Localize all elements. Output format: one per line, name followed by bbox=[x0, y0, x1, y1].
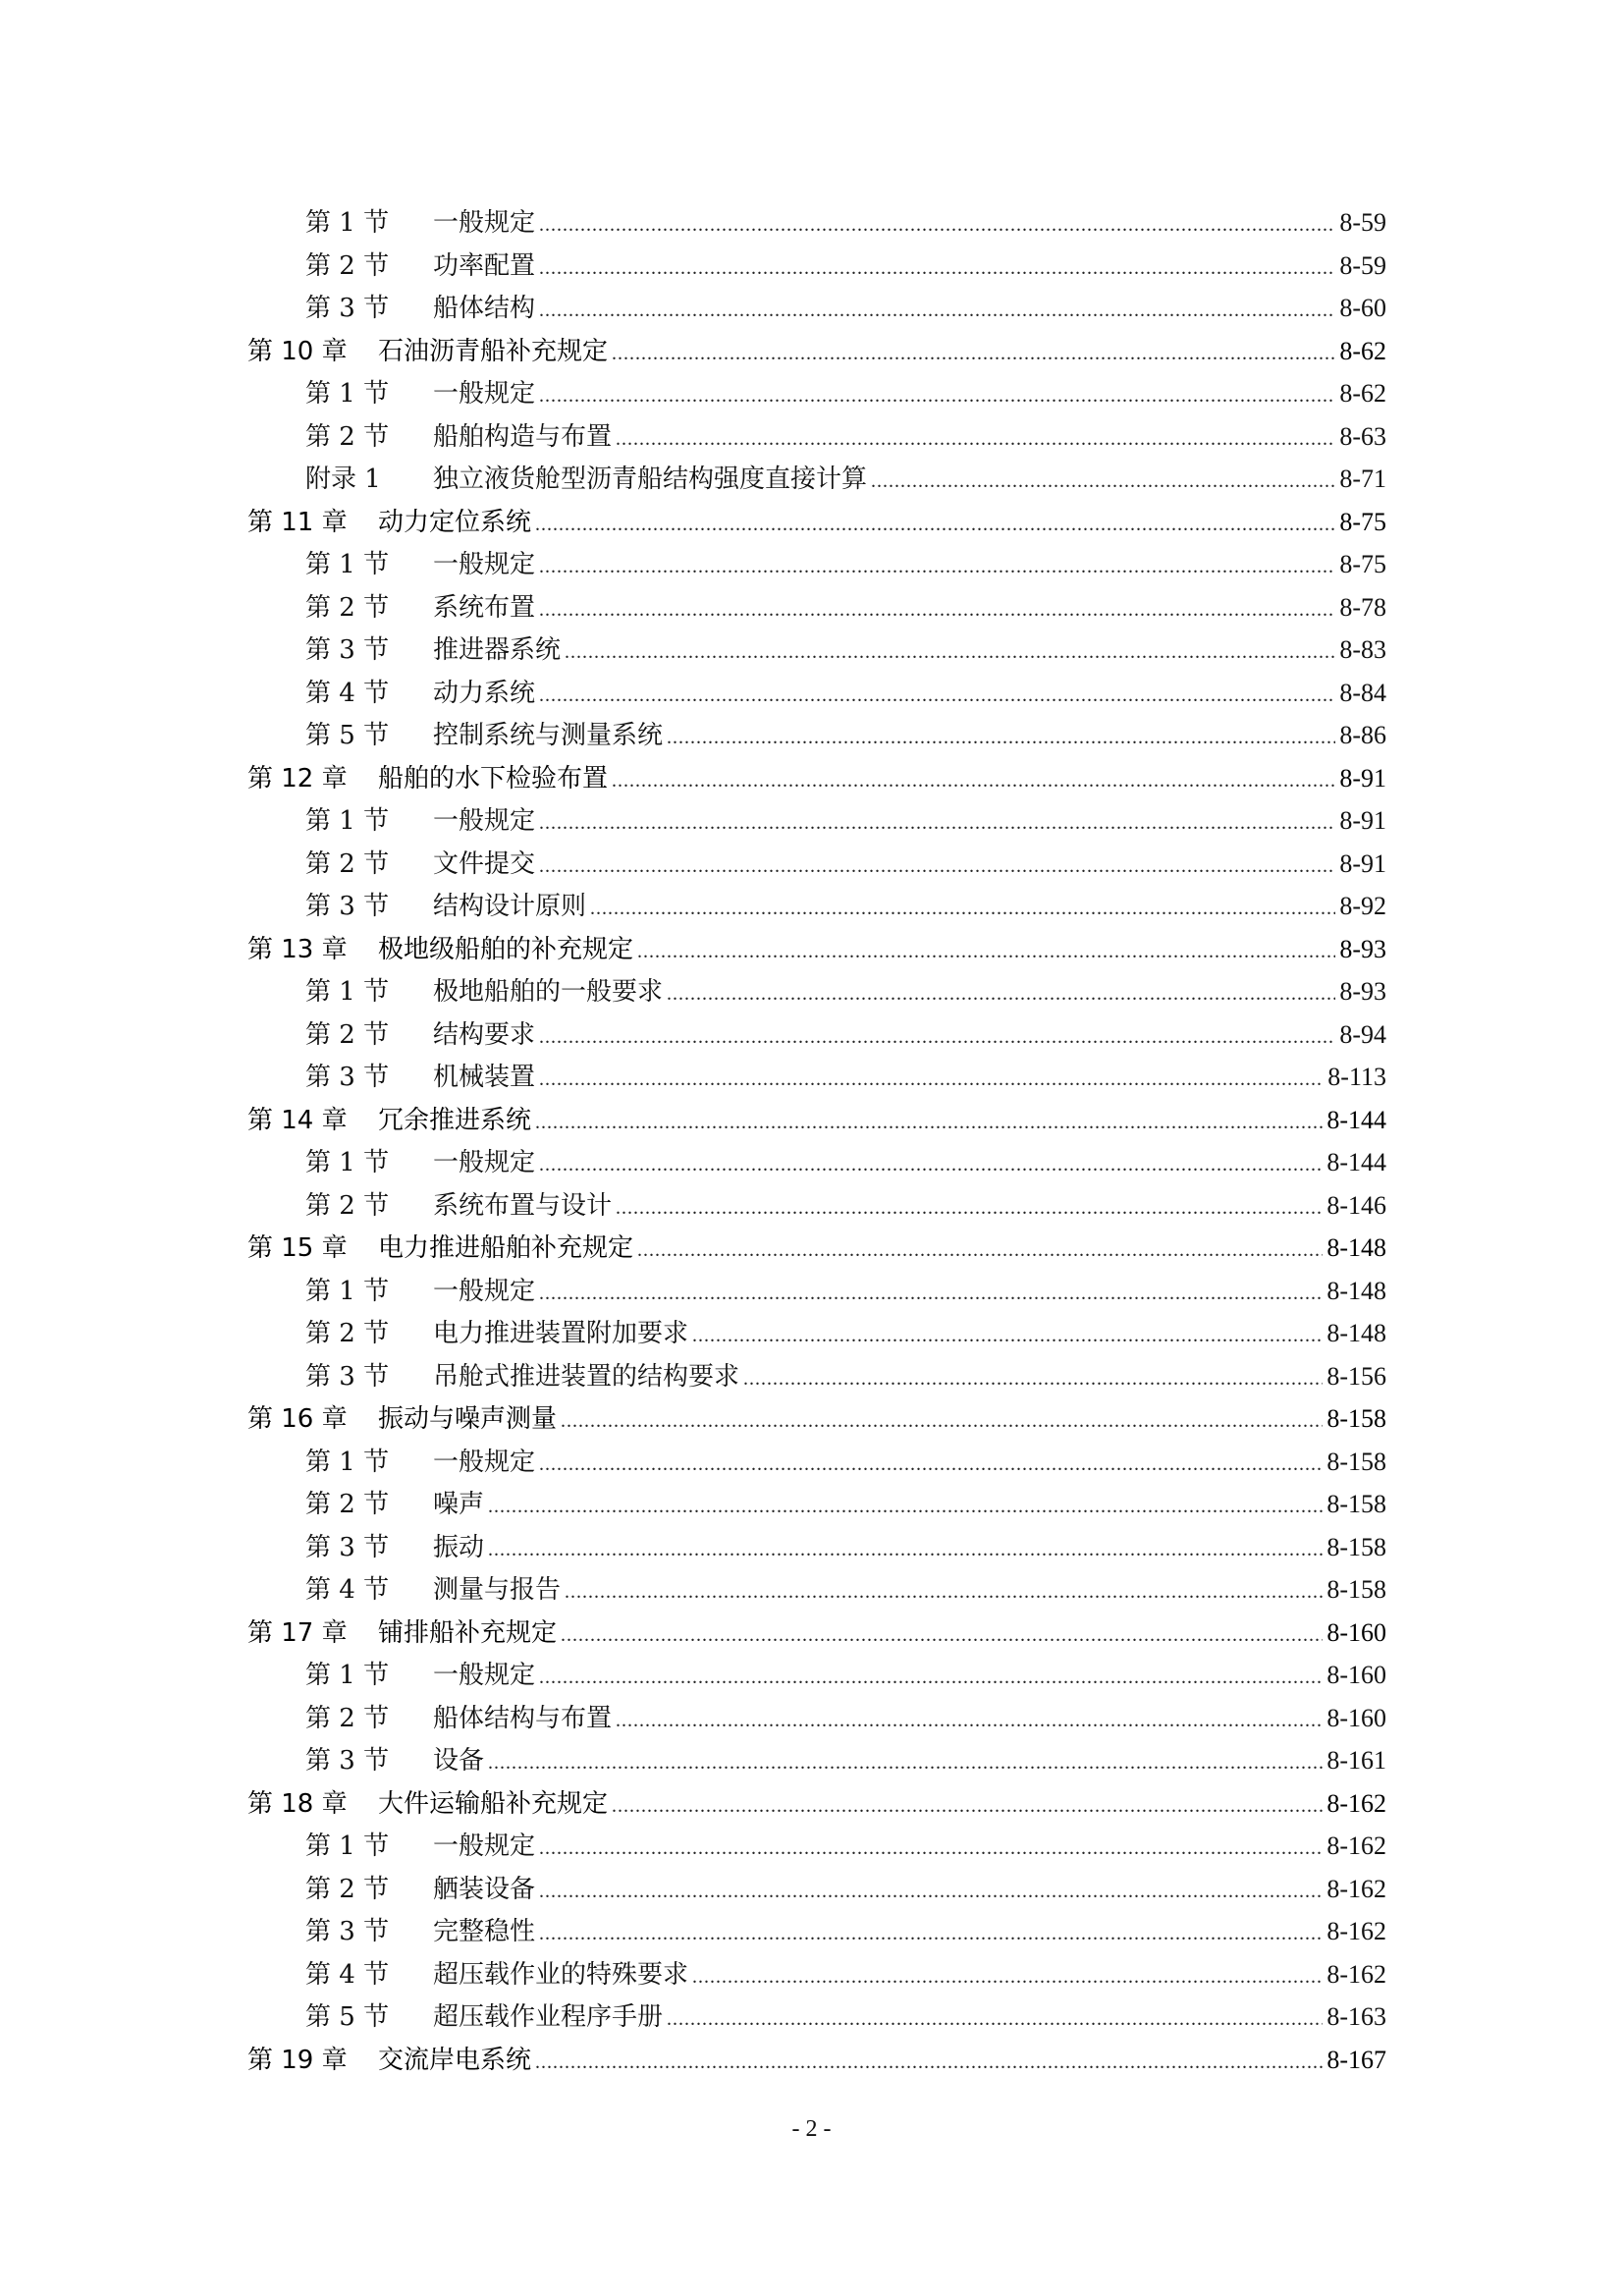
toc-entry-title: 振动 bbox=[433, 1532, 485, 1562]
toc-entry-title: 动力系统 bbox=[433, 678, 536, 708]
toc-entry-title: 船舶的水下检验布置 bbox=[378, 763, 609, 793]
toc-chapter-entry[interactable] bbox=[247, 1099, 1386, 1142]
toc-entry-page: 8-144 bbox=[1326, 1105, 1386, 1134]
toc-entry-title: 控制系统与测量系统 bbox=[433, 721, 664, 750]
dot-leader bbox=[561, 1400, 1323, 1444]
toc-entry-page: 8-75 bbox=[1339, 507, 1386, 536]
toc-chapter-entry[interactable] bbox=[247, 1612, 1386, 1655]
toc-chapter-entry[interactable] bbox=[247, 2039, 1386, 2082]
dot-leader bbox=[561, 1614, 1323, 1658]
toc-section-entry[interactable] bbox=[247, 245, 1386, 288]
toc-entry-number: 第 2 节 bbox=[305, 250, 390, 281]
toc-entry-title: 舾装设备 bbox=[433, 1874, 536, 1904]
toc-entry-page: 8-160 bbox=[1326, 1661, 1386, 1689]
toc-entry-title: 一般规定 bbox=[433, 1276, 536, 1306]
toc-entry-number: 第 1 节 bbox=[305, 1276, 390, 1306]
toc-entry-page: 8-162 bbox=[1326, 1917, 1386, 1945]
toc-entry-page: 8-162 bbox=[1326, 1788, 1386, 1818]
toc-entry-title: 振动与噪声测量 bbox=[378, 1404, 558, 1434]
dot-leader bbox=[692, 1315, 1323, 1358]
toc-section-entry[interactable] bbox=[247, 1910, 1386, 1953]
toc-section-entry[interactable] bbox=[247, 1953, 1386, 1996]
toc-section-entry[interactable] bbox=[247, 885, 1386, 928]
toc-entry-number: 第 1 节 bbox=[305, 550, 390, 579]
toc-entry-title: 推进器系统 bbox=[433, 635, 562, 665]
dot-leader bbox=[488, 1486, 1323, 1529]
toc-entry-number: 第 11 章 bbox=[247, 507, 348, 537]
toc-section-entry[interactable] bbox=[247, 1270, 1386, 1313]
dot-leader bbox=[539, 247, 1335, 291]
toc-entry-number: 第 5 节 bbox=[305, 721, 390, 750]
dot-leader bbox=[616, 1187, 1323, 1230]
toc-entry-number: 附录 1 bbox=[305, 465, 381, 494]
toc-entry-number: 第 1 节 bbox=[305, 1148, 390, 1177]
toc-entry-page: 8-91 bbox=[1339, 763, 1386, 793]
toc-entry-title: 系统布置 bbox=[433, 592, 536, 623]
dot-leader bbox=[535, 2042, 1323, 2085]
toc-entry-page: 8-148 bbox=[1326, 1233, 1386, 1262]
toc-entry-title: 一般规定 bbox=[433, 550, 536, 579]
toc-entry-number: 第 12 章 bbox=[247, 763, 348, 793]
dot-leader bbox=[488, 1529, 1323, 1572]
toc-entry-page: 8-62 bbox=[1339, 336, 1386, 365]
toc-section-entry[interactable] bbox=[247, 1355, 1386, 1398]
toc-section-entry[interactable] bbox=[247, 287, 1386, 330]
dot-leader bbox=[667, 973, 1335, 1016]
dot-leader bbox=[565, 1571, 1323, 1614]
toc-section-entry[interactable] bbox=[247, 1013, 1386, 1057]
dot-leader bbox=[539, 1016, 1335, 1060]
toc-entry-title: 极地级船舶的补充规定 bbox=[378, 934, 634, 964]
dot-leader bbox=[539, 846, 1335, 889]
dot-leader bbox=[539, 1657, 1323, 1700]
dot-leader bbox=[535, 1102, 1323, 1145]
dot-leader bbox=[871, 461, 1335, 504]
toc-entry-page: 8-60 bbox=[1339, 294, 1386, 322]
toc-entry-title: 文件提交 bbox=[433, 848, 536, 879]
dot-leader bbox=[616, 418, 1335, 462]
toc-entry-page: 8-91 bbox=[1339, 806, 1386, 835]
toc-entry-number: 第 4 节 bbox=[305, 1575, 390, 1605]
toc-entry-page: 8-59 bbox=[1339, 208, 1386, 237]
toc-entry-page: 8-94 bbox=[1339, 1019, 1386, 1049]
toc-entry-page: 8-160 bbox=[1326, 1703, 1386, 1732]
toc-entry-title: 机械装置 bbox=[433, 1063, 536, 1092]
toc-entry-page: 8-148 bbox=[1326, 1319, 1386, 1347]
dot-leader bbox=[539, 375, 1335, 418]
toc-entry-number: 第 2 节 bbox=[305, 848, 390, 879]
toc-entry-number: 第 4 节 bbox=[305, 1959, 390, 1990]
toc-entry-number: 第 1 节 bbox=[305, 208, 390, 238]
toc-entry-title: 船舶构造与布置 bbox=[433, 421, 613, 452]
toc-entry-page: 8-163 bbox=[1326, 2002, 1386, 2031]
toc-section-entry[interactable] bbox=[247, 629, 1386, 672]
toc-entry-number: 第 15 章 bbox=[247, 1233, 348, 1263]
toc-entry-number: 第 3 节 bbox=[305, 1063, 390, 1092]
toc-entry-number: 第 2 节 bbox=[305, 1490, 390, 1519]
toc-section-entry[interactable] bbox=[247, 1056, 1386, 1099]
toc-section-entry[interactable] bbox=[247, 1441, 1386, 1484]
toc-entry-number: 第 5 节 bbox=[305, 2002, 390, 2032]
dot-leader bbox=[612, 333, 1335, 376]
toc-chapter-entry[interactable] bbox=[247, 757, 1386, 800]
toc-entry-page: 8-91 bbox=[1339, 848, 1386, 878]
toc-entry-page: 8-93 bbox=[1339, 977, 1386, 1006]
toc-entry-page: 8-75 bbox=[1339, 550, 1386, 578]
dot-leader bbox=[539, 1273, 1323, 1316]
toc-entry-title: 一般规定 bbox=[433, 379, 536, 409]
dot-leader bbox=[539, 1444, 1323, 1487]
toc-entry-title: 超压载作业程序手册 bbox=[433, 2002, 664, 2032]
toc-entry-title: 大件运输船补充规定 bbox=[378, 1788, 609, 1819]
toc-section-entry[interactable] bbox=[247, 1312, 1386, 1355]
toc-section-entry[interactable] bbox=[247, 1654, 1386, 1697]
dot-leader bbox=[692, 1956, 1323, 1999]
toc-entry-number: 第 19 章 bbox=[247, 2045, 348, 2075]
toc-entry-title: 一般规定 bbox=[433, 208, 536, 238]
toc-section-entry[interactable] bbox=[247, 1739, 1386, 1782]
toc-section-entry[interactable] bbox=[247, 586, 1386, 629]
dot-leader bbox=[539, 1913, 1323, 1956]
toc-entry-number: 第 3 节 bbox=[305, 892, 390, 921]
toc-entry-page: 8-158 bbox=[1326, 1404, 1386, 1433]
toc-entry-page: 8-156 bbox=[1326, 1361, 1386, 1391]
dot-leader bbox=[539, 204, 1335, 247]
toc-entry-page: 8-113 bbox=[1327, 1063, 1386, 1091]
toc-entry-number: 第 1 节 bbox=[305, 1831, 390, 1861]
toc-entry-title: 船体结构 bbox=[433, 294, 536, 323]
toc-entry-page: 8-167 bbox=[1326, 2045, 1386, 2074]
toc-entry-page: 8-59 bbox=[1339, 250, 1386, 280]
toc-section-entry[interactable] bbox=[247, 372, 1386, 415]
dot-leader bbox=[535, 504, 1335, 547]
toc-entry-title: 功率配置 bbox=[433, 250, 536, 281]
dot-leader bbox=[539, 1144, 1323, 1187]
toc-entry-title: 超压载作业的特殊要求 bbox=[433, 1959, 689, 1990]
toc-entry-title: 结构要求 bbox=[433, 1019, 536, 1050]
toc-chapter-entry[interactable] bbox=[247, 1782, 1386, 1826]
toc-section-entry[interactable] bbox=[247, 1568, 1386, 1612]
toc-section-entry[interactable] bbox=[247, 1995, 1386, 2039]
toc-entry-page: 8-86 bbox=[1339, 721, 1386, 749]
dot-leader bbox=[637, 1230, 1323, 1273]
toc-entry-title: 石油沥青船补充规定 bbox=[378, 336, 609, 366]
toc-entry-page: 8-84 bbox=[1339, 678, 1386, 707]
toc-entry-number: 第 3 节 bbox=[305, 1361, 390, 1392]
toc-entry-title: 吊舱式推进装置的结构要求 bbox=[433, 1361, 740, 1392]
toc-section-entry[interactable] bbox=[247, 1141, 1386, 1184]
toc-entry-number: 第 2 节 bbox=[305, 1319, 390, 1348]
dot-leader bbox=[539, 290, 1335, 333]
toc-entry-number: 第 18 章 bbox=[247, 1788, 348, 1819]
toc-chapter-entry[interactable] bbox=[247, 928, 1386, 971]
toc-entry-page: 8-83 bbox=[1339, 635, 1386, 664]
dot-leader bbox=[590, 888, 1335, 931]
toc-entry-number: 第 1 节 bbox=[305, 977, 390, 1007]
toc-entry-title: 一般规定 bbox=[433, 806, 536, 836]
toc-section-entry[interactable] bbox=[247, 1697, 1386, 1740]
toc-entry-title: 铺排船补充规定 bbox=[378, 1617, 558, 1648]
toc-entry-number: 第 1 节 bbox=[305, 1447, 390, 1477]
toc-entry-title: 系统布置与设计 bbox=[433, 1190, 613, 1221]
toc-entry-number: 第 2 节 bbox=[305, 1019, 390, 1050]
toc-entry-number: 第 1 节 bbox=[305, 379, 390, 409]
toc-entry-number: 第 16 章 bbox=[247, 1404, 348, 1434]
dot-leader bbox=[667, 1998, 1323, 2042]
toc-chapter-entry[interactable] bbox=[247, 1227, 1386, 1270]
toc-entry-page: 8-146 bbox=[1326, 1190, 1386, 1220]
toc-entry-title: 独立液货舱型沥青船结构强度直接计算 bbox=[433, 465, 868, 494]
toc-section-entry[interactable] bbox=[247, 672, 1386, 715]
dot-leader bbox=[565, 631, 1335, 675]
toc-entry-title: 冗余推进系统 bbox=[378, 1105, 532, 1135]
toc-entry-page: 8-161 bbox=[1326, 1746, 1386, 1775]
toc-entry-title: 一般规定 bbox=[433, 1447, 536, 1477]
toc-entry-number: 第 17 章 bbox=[247, 1617, 348, 1648]
toc-entry-page: 8-160 bbox=[1326, 1617, 1386, 1647]
dot-leader bbox=[488, 1742, 1323, 1785]
dot-leader bbox=[539, 1871, 1323, 1914]
toc-chapter-entry[interactable] bbox=[247, 501, 1386, 544]
toc-entry-page: 8-158 bbox=[1326, 1532, 1386, 1561]
toc-entry-number: 第 2 节 bbox=[305, 592, 390, 623]
dot-leader bbox=[539, 546, 1335, 589]
toc-entry-number: 第 3 节 bbox=[305, 635, 390, 665]
toc-entry-number: 第 2 节 bbox=[305, 1190, 390, 1221]
toc-entry-number: 第 3 节 bbox=[305, 294, 390, 323]
toc-chapter-entry[interactable] bbox=[247, 1397, 1386, 1441]
toc-section-entry[interactable] bbox=[247, 1825, 1386, 1868]
toc-entry-page: 8-63 bbox=[1339, 421, 1386, 451]
toc-entry-title: 完整稳性 bbox=[433, 1917, 536, 1946]
toc-section-entry[interactable] bbox=[247, 843, 1386, 886]
toc-entry-page: 8-144 bbox=[1326, 1148, 1386, 1176]
toc-entry-number: 第 1 节 bbox=[305, 1661, 390, 1690]
toc-section-entry[interactable] bbox=[247, 970, 1386, 1013]
toc-section-entry[interactable] bbox=[247, 1526, 1386, 1569]
toc-entry-title: 结构设计原则 bbox=[433, 892, 587, 921]
toc-entry-title: 极地船舶的一般要求 bbox=[433, 977, 664, 1007]
toc-entry-page: 8-162 bbox=[1326, 1874, 1386, 1903]
toc-entry-number: 第 14 章 bbox=[247, 1105, 348, 1135]
toc-entry-page: 8-162 bbox=[1326, 1831, 1386, 1860]
toc-entry-page: 8-148 bbox=[1326, 1276, 1386, 1305]
dot-leader bbox=[612, 760, 1335, 803]
toc-section-entry[interactable] bbox=[247, 415, 1386, 459]
toc-entry-title: 设备 bbox=[433, 1746, 485, 1776]
toc-entry-page: 8-78 bbox=[1339, 592, 1386, 622]
toc-entry-title: 一般规定 bbox=[433, 1831, 536, 1861]
toc-entry-page: 8-92 bbox=[1339, 892, 1386, 920]
dot-leader bbox=[637, 931, 1335, 974]
toc-entry-number: 第 2 节 bbox=[305, 421, 390, 452]
toc-entry-title: 船体结构与布置 bbox=[433, 1703, 613, 1733]
toc-entry-number: 第 4 节 bbox=[305, 678, 390, 708]
toc-entry-title: 测量与报告 bbox=[433, 1575, 562, 1605]
toc-entry-page: 8-158 bbox=[1326, 1490, 1386, 1518]
toc-entry-page: 8-62 bbox=[1339, 379, 1386, 408]
toc-section-entry[interactable] bbox=[247, 1868, 1386, 1911]
dot-leader bbox=[539, 675, 1335, 718]
toc-section-entry[interactable] bbox=[247, 799, 1386, 843]
dot-leader bbox=[743, 1358, 1323, 1401]
toc-section-entry[interactable] bbox=[247, 458, 1386, 501]
table-of-contents bbox=[247, 201, 1386, 2081]
toc-entry-number: 第 10 章 bbox=[247, 336, 348, 366]
toc-chapter-entry[interactable] bbox=[247, 330, 1386, 373]
toc-entry-title: 交流岸电系统 bbox=[378, 2045, 532, 2075]
toc-section-entry[interactable] bbox=[247, 1483, 1386, 1526]
toc-entry-number: 第 3 节 bbox=[305, 1532, 390, 1562]
toc-entry-title: 一般规定 bbox=[433, 1661, 536, 1690]
toc-section-entry[interactable] bbox=[247, 201, 1386, 245]
toc-entry-title: 一般规定 bbox=[433, 1148, 536, 1177]
dot-leader bbox=[539, 1059, 1324, 1102]
toc-entry-title: 电力推进装置附加要求 bbox=[433, 1319, 689, 1348]
dot-leader bbox=[539, 802, 1335, 846]
toc-entry-page: 8-93 bbox=[1339, 934, 1386, 963]
toc-section-entry[interactable] bbox=[247, 714, 1386, 757]
toc-entry-number: 第 1 节 bbox=[305, 806, 390, 836]
toc-entry-page: 8-158 bbox=[1326, 1575, 1386, 1604]
toc-entry-title: 电力推进船舶补充规定 bbox=[378, 1233, 634, 1263]
toc-entry-number: 第 3 节 bbox=[305, 1746, 390, 1776]
dot-leader bbox=[612, 1785, 1323, 1829]
dot-leader bbox=[539, 1828, 1323, 1871]
page-number: - 2 - bbox=[791, 2116, 832, 2142]
toc-entry-page: 8-162 bbox=[1326, 1959, 1386, 1989]
dot-leader bbox=[616, 1700, 1323, 1743]
toc-section-entry[interactable] bbox=[247, 543, 1386, 586]
dot-leader bbox=[539, 589, 1335, 632]
toc-entry-page: 8-158 bbox=[1326, 1447, 1386, 1476]
toc-entry-number: 第 2 节 bbox=[305, 1703, 390, 1733]
toc-entry-title: 噪声 bbox=[433, 1490, 485, 1519]
dot-leader bbox=[667, 717, 1335, 760]
toc-entry-number: 第 2 节 bbox=[305, 1874, 390, 1904]
toc-entry-page: 8-71 bbox=[1339, 465, 1386, 493]
toc-entry-number: 第 3 节 bbox=[305, 1917, 390, 1946]
toc-entry-number: 第 13 章 bbox=[247, 934, 348, 964]
toc-section-entry[interactable] bbox=[247, 1184, 1386, 1228]
toc-entry-title: 动力定位系统 bbox=[378, 507, 532, 537]
